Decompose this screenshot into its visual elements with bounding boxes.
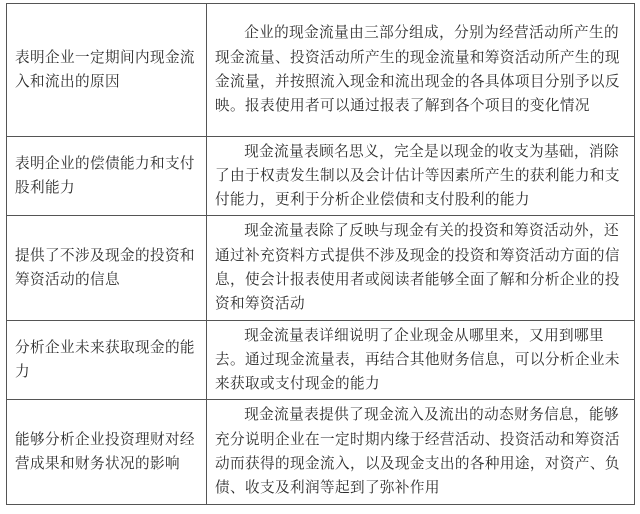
table-row xyxy=(7,216,635,321)
row-description: 现金流量表提供了现金流入及流出的动态财务信息，能够充分说明企业在一定时期内缘于经营活动、投资活动和筹资活动而获得的现金流入，以及现金支出的各种用途，对资产、负债、收支及利润等起到了弥补作用 xyxy=(207,400,635,505)
row-heading: 表明企业的偿债能力和支付股利能力 xyxy=(7,137,207,216)
row-description: 企业的现金流量由三部分组成，分别为经营活动所产生的现金流量、投资活动所产生的现金流量和筹资活动所产生的现金流量，并按照流入现金和流出现金的各具体项目分别予以反映。报表使用者可以通过报表了解到各个项目的变化情况 xyxy=(207,4,635,137)
row-description: 现金流量表顾名思义，完全是以现金的收支为基础，消除了由于权责发生制以及会计估计等因素所产生的获利能力和支付能力，更利于分析企业偿债和支付股利的能力 xyxy=(207,137,635,216)
table-row xyxy=(7,400,635,505)
row-heading: 分析企业未来获取现金的能力 xyxy=(7,321,207,400)
row-heading: 提供了不涉及现金的投资和筹资活动的信息 xyxy=(7,216,207,321)
table-row xyxy=(7,4,635,137)
row-description: 现金流量表详细说明了企业现金从哪里来，又用到哪里去。通过现金流量表，再结合其他财务信息，可以分析企业未来获取或支付现金的能力 xyxy=(207,321,635,400)
table-row xyxy=(7,137,635,216)
row-heading: 能够分析企业投资理财对经营成果和财务状况的影响 xyxy=(7,400,207,505)
table-row xyxy=(7,321,635,400)
cash-flow-statement-table xyxy=(6,3,635,505)
row-heading: 表明企业一定期间内现金流入和流出的原因 xyxy=(7,4,207,137)
row-description: 现金流量表除了反映与现金有关的投资和筹资活动外，还通过补充资料方式提供不涉及现金的投资和筹资活动方面的信息，使会计报表使用者或阅读者能够全面了解和分析企业的投资和筹资活动 xyxy=(207,216,635,321)
